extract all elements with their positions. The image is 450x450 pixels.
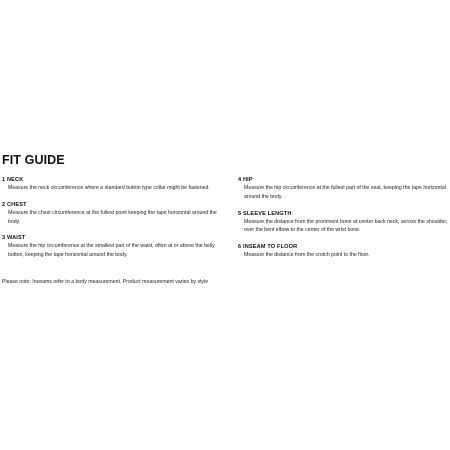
measurement-item-inseam-to-floor: [238, 243, 448, 260]
measurement-item-waist: [2, 234, 230, 260]
measurement-label: WAIST: [6, 235, 26, 242]
measurement-number: 2: [2, 201, 6, 208]
measurement-item-chest: [2, 201, 230, 227]
measurement-number: 5: [238, 210, 242, 217]
measurement-number: 4: [238, 177, 242, 183]
measurement-description: Measure the hip circumference at the smallest part of the waist, often at or above the belly button, keeping the tape horizontal around the body.: [8, 243, 215, 259]
measurement-description: Measure the distance from the prominent bone at center back neck, across the shoulder, over the bent elbow to the center of the wrist bone.: [244, 218, 448, 234]
measurement-description: Measure the neck circumference where a standard button type collar might be fastened.: [8, 185, 210, 191]
measurement-number: 3: [2, 235, 6, 242]
fit-guide-title: FIT GUIDE: [2, 153, 65, 167]
measurement-column-right: [238, 176, 448, 268]
measurement-item-sleeve-length: [238, 210, 448, 236]
measurement-heading: [238, 176, 448, 184]
measurement-label: HIP: [242, 177, 253, 183]
measurement-heading: [2, 201, 230, 209]
measurement-column-left: [2, 176, 230, 268]
fit-guide: [2, 153, 448, 286]
inseam-note: Please note: Inseams refer to a body measurement. Product measurement varies by style: [2, 278, 209, 285]
measurement-label: NECK: [6, 177, 24, 183]
measurement-label: CHEST: [6, 201, 27, 208]
measurement-label: SLEEVE LENGTH: [242, 210, 292, 217]
measurement-number: 6: [238, 244, 242, 251]
measurement-columns: [2, 176, 448, 268]
measurement-heading: [2, 234, 230, 242]
measurement-number: 1: [2, 177, 6, 183]
measurement-item-hip: [238, 176, 448, 202]
measurement-description: Measure the hip circumference at the fullest part of the seat, keeping the tape horizontal around the body.: [244, 185, 446, 200]
measurement-heading: [2, 176, 230, 184]
measurement-item-neck: [2, 176, 230, 193]
measurement-description: Measure the chest circumference at the fullest point keeping the tape horizontal around the body.: [8, 209, 217, 225]
measurement-label: INSEAM TO FLOOR: [242, 244, 298, 251]
measurement-description: Measure the distance from the crotch point to the floor.: [244, 252, 370, 259]
measurement-heading: [238, 243, 448, 251]
measurement-heading: [238, 210, 448, 218]
